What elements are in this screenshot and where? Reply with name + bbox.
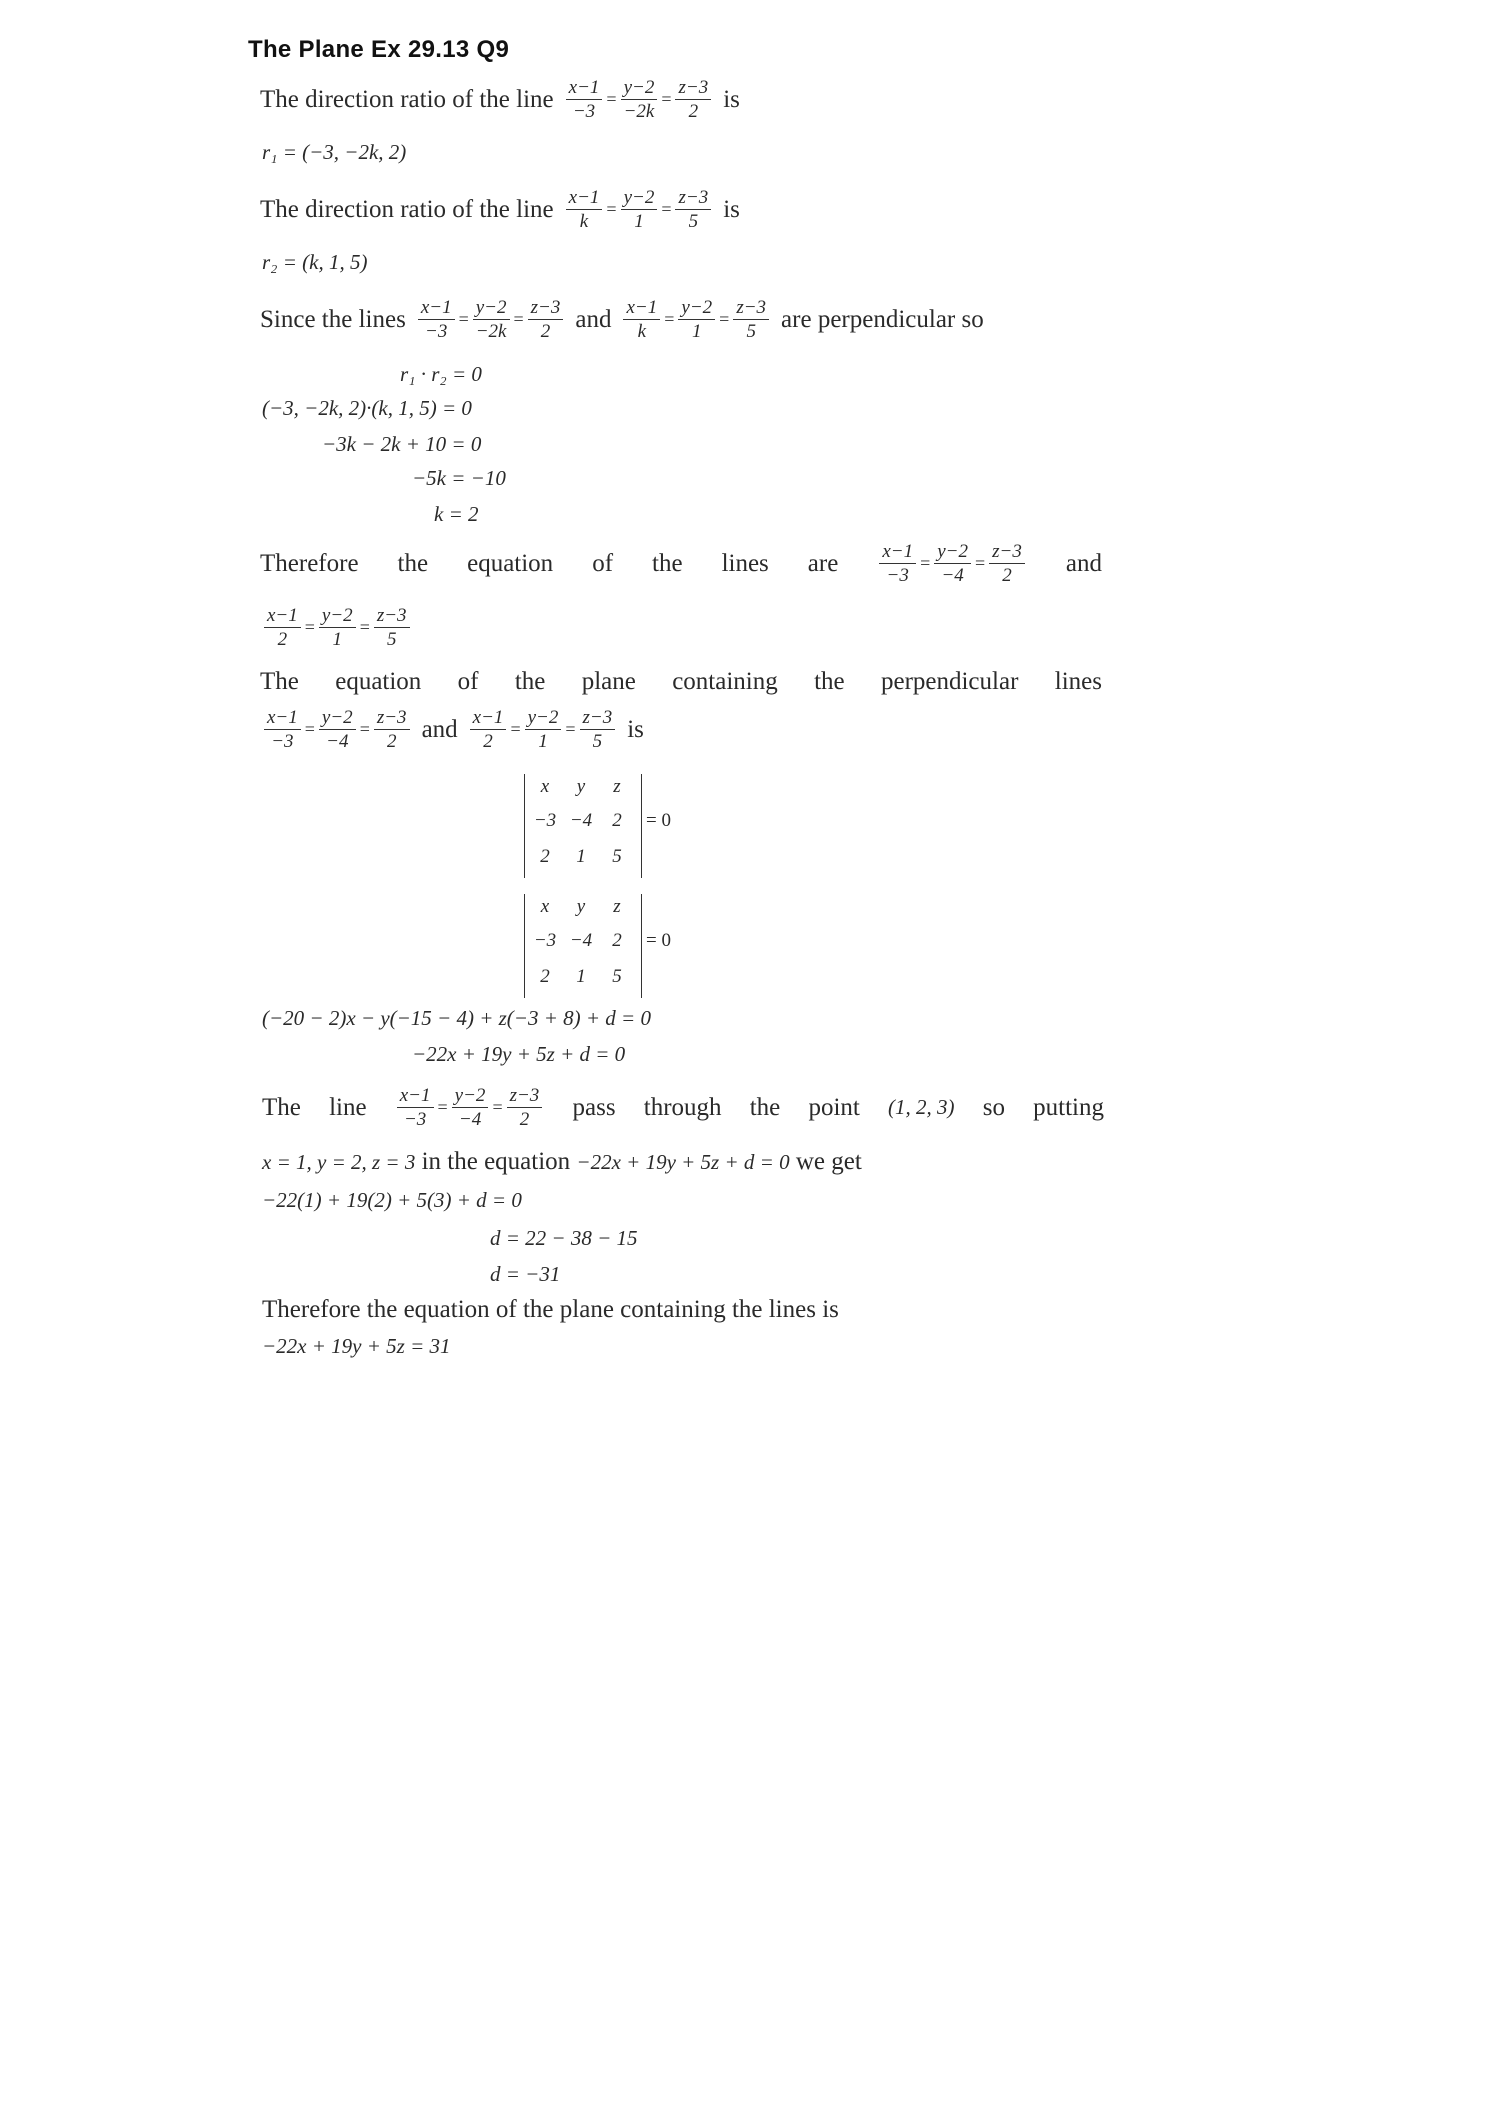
conclusion-statement: Therefore the equation of the plane containing the lines is <box>262 1296 839 1323</box>
direction-ratio-line-1: The direction ratio of the line $\frac{x-1}{-3}$ = $\frac{y-2}{-2k}$ = $\frac{z-3}{2}$ is <box>260 77 740 122</box>
fraction: $\frac{y-2}{-4}$ <box>934 542 971 585</box>
fraction: $\frac{x-1}{-3}$ <box>418 298 455 341</box>
fraction: $\frac{z-3}{5}$ <box>580 708 616 751</box>
determinant-expansion: (−20 − 2)x − y(−15 − 4) + z(−3 + 8) + d = 0 <box>262 1006 651 1030</box>
determinant-2-equals: = 0 <box>646 930 671 951</box>
substitution-statement: x = 1, y = 2, z = 3 in the equation −22x + 19y + 5z + d = 0 we get <box>262 1148 862 1175</box>
r2-vector: r₂ = (k, 1, 5) <box>262 250 368 274</box>
fraction: $\frac{x-1}{k}$ <box>623 298 660 341</box>
calc-k-value: k = 2 <box>434 502 479 526</box>
fraction: $\frac{x-1}{-3}$ <box>879 542 916 585</box>
fraction: $\frac{z-3}{2}$ <box>989 542 1025 585</box>
calc-expand: −3k − 2k + 10 = 0 <box>322 432 482 456</box>
fraction: $\frac{z-3}{5}$ <box>733 298 769 341</box>
fraction: $\frac{y-2}{-2k}$ <box>621 78 658 121</box>
fraction: $\frac{z-3}{2}$ <box>507 1086 543 1129</box>
calc-d-value: d = −31 <box>490 1262 561 1286</box>
second-line-equation: $\frac{x-1}{2}$ = $\frac{y-2}{1}$ = $\frac{z-3}{5}$ <box>262 606 412 649</box>
fraction: $\frac{y-2}{-2k}$ <box>473 298 510 341</box>
fraction: $\frac{x-1}{k}$ <box>566 188 603 231</box>
r1-vector: r₁ = (−3, −2k, 2) <box>262 140 407 164</box>
fraction: $\frac{x-1}{2}$ <box>470 708 507 751</box>
fraction: $\frac{y-2}{1}$ <box>319 606 356 649</box>
plane-general-equation: −22x + 19y + 5z + d = 0 <box>412 1042 626 1066</box>
calc-dot-product: r₁ · r₂ = 0 <box>400 362 482 386</box>
calc-substitute-point: −22(1) + 19(2) + 5(3) + d = 0 <box>262 1188 522 1212</box>
fraction: $\frac{z-3}{5}$ <box>374 606 410 649</box>
fraction: $\frac{z-3}{2}$ <box>528 298 564 341</box>
fraction: $\frac{z-3}{5}$ <box>675 188 711 231</box>
calc-d-expression: d = 22 − 38 − 15 <box>490 1226 638 1250</box>
fraction: $\frac{y-2}{1}$ <box>678 298 715 341</box>
plane-lines-equations: $\frac{x-1}{-3}$ = $\frac{y-2}{-4}$ = $\frac{z-3}{2}$ and $\frac{x-1}{2}$ = $\frac{y-2}{1}$ = $\frac{z-3}{5}$ is <box>262 708 644 751</box>
fraction: $\frac{x-1}{-3}$ <box>264 708 301 751</box>
fraction: $\frac{y-2}{-4}$ <box>452 1086 489 1129</box>
fraction: $\frac{y-2}{1}$ <box>525 708 562 751</box>
final-answer: −22x + 19y + 5z = 31 <box>262 1334 451 1358</box>
fraction: $\frac{y-2}{-4}$ <box>319 708 356 751</box>
page-title: The Plane Ex 29.13 Q9 <box>248 36 510 63</box>
determinant-2: x y z −3 −4 2 2 1 5 <box>524 894 642 998</box>
calc-simplify: −5k = −10 <box>412 466 506 490</box>
lines-equation-statement: Therefore the equation of the lines are $\frac{x-1}{-3}$ = $\frac{y-2}{-4}$ = $\frac{z-3}{2}$ and <box>260 541 1102 586</box>
fraction: $\frac{x-1}{2}$ <box>264 606 301 649</box>
fraction: $\frac{y-2}{1}$ <box>621 188 658 231</box>
determinant-1-equals: = 0 <box>646 810 671 831</box>
fraction: $\frac{z-3}{2}$ <box>374 708 410 751</box>
perpendicular-statement: Since the lines $\frac{x-1}{-3}$ = $\frac{y-2}{-2k}$ = $\frac{z-3}{2}$ and $\frac{x-1}{k}$ = $\frac{y-2}{1}$ = $\frac{z-3}{5}$ are perpendicular so <box>260 297 984 342</box>
direction-ratio-line-2: The direction ratio of the line $\frac{x-1}{k}$ = $\frac{y-2}{1}$ = $\frac{z-3}{5}$ is <box>260 187 740 232</box>
plane-statement: The equation of the plane containing the perpendicular lines <box>260 668 1102 695</box>
calc-substitute: (−3, −2k, 2)·(k, 1, 5) = 0 <box>262 396 472 420</box>
fraction: $\frac{x-1}{-3}$ <box>566 78 603 121</box>
determinant-1: x y z −3 −4 2 2 1 5 <box>524 774 642 878</box>
fraction: $\frac{z-3}{2}$ <box>675 78 711 121</box>
fraction: $\frac{x-1}{-3}$ <box>397 1086 434 1129</box>
point-statement: The line $\frac{x-1}{-3}$ = $\frac{y-2}{-4}$ = $\frac{z-3}{2}$ pass through the point (1, 2, 3) so putting <box>262 1085 1104 1130</box>
